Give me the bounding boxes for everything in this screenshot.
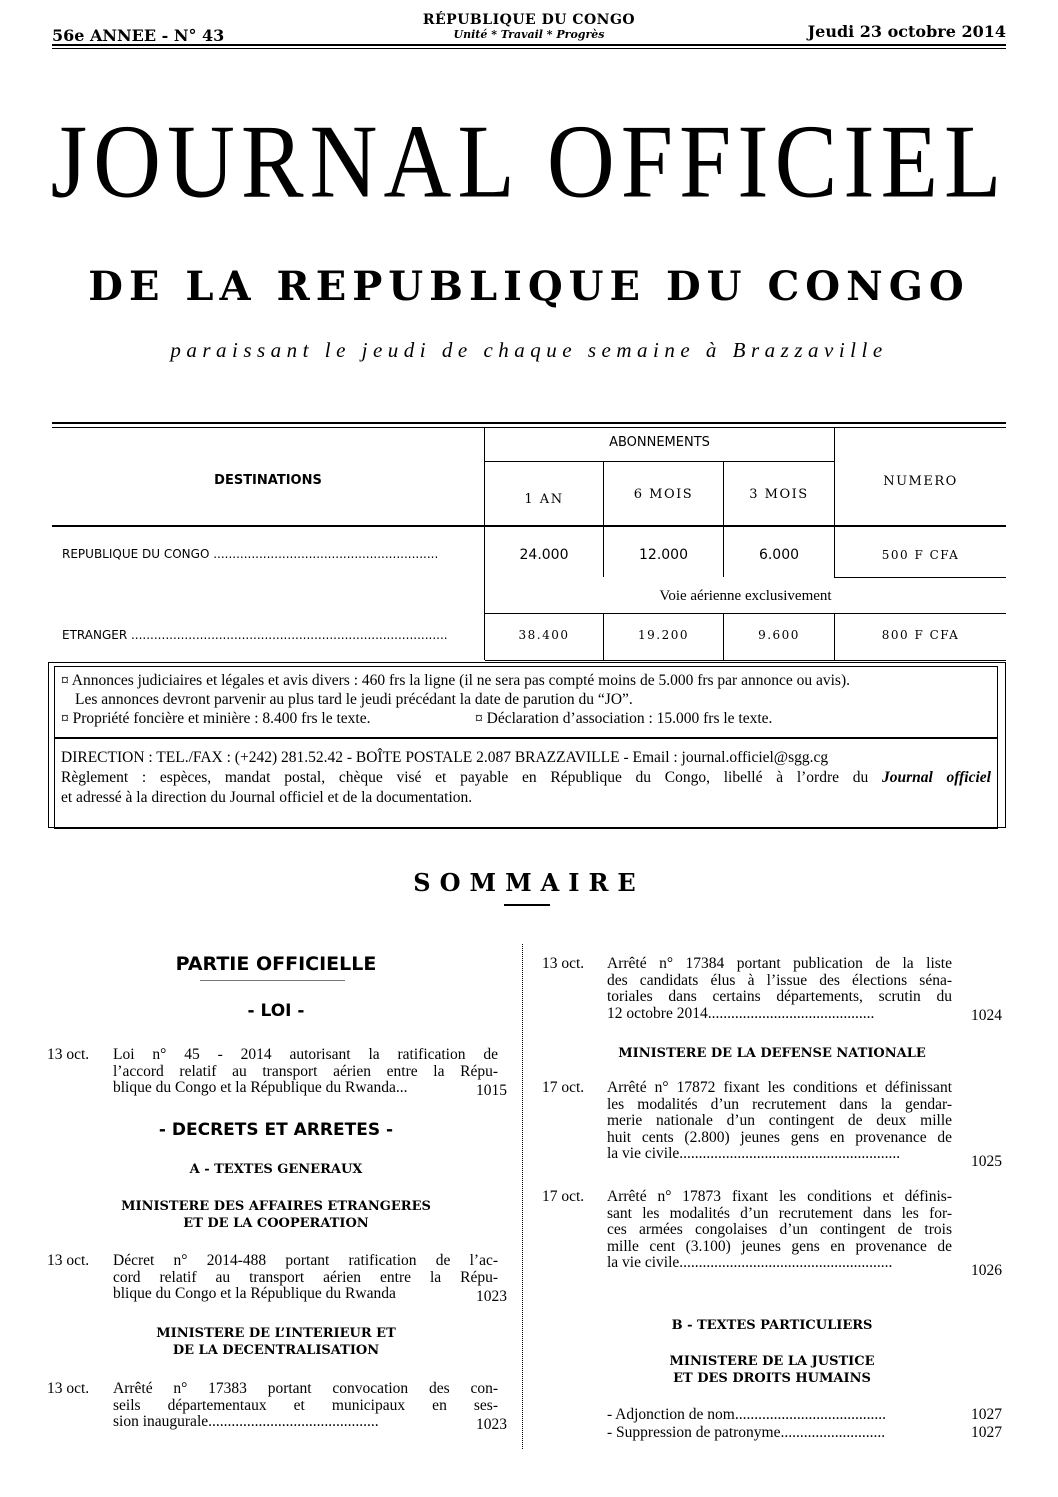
entry-line: Arrêté n° 17384 portant publication de la liste (607, 955, 952, 972)
destination-congo: REPUBLIQUE DU CONGO ........................................................... (62, 547, 439, 561)
entry-text (607, 956, 952, 1022)
direction-contact: DIRECTION : TEL./FAX : (+242) 281.52.42 - BOÎTE POSTALE 2.087 BRAZZAVILLE - Email : journal.officiel@sgg.cg (61, 749, 829, 766)
header-rule (52, 44, 1006, 46)
entry-line: cord relatif au transport aérien entre la Répu- (113, 1268, 498, 1286)
entry-line: des candidats élus à l’issue des élections séna- (607, 971, 952, 989)
issue-number: 56e ANNEE - N° 43 (52, 26, 225, 45)
period-3-mois: 3 MOIS (749, 487, 809, 502)
entry-page: 1023 (476, 1416, 507, 1433)
entry-line: huit cents (2.800) jeunes gens en provenance de (607, 1128, 952, 1146)
entry-arrete-17383 (47, 1381, 507, 1437)
air-note: Voie aérienne exclusivement (659, 588, 832, 604)
ministry-defense: MINISTERE DE LA DEFENSE NATIONALE (618, 1046, 926, 1061)
loi-title: - LOI - (247, 1001, 305, 1021)
entry-date: 13 oct. (47, 1380, 90, 1397)
entry-text (607, 1189, 952, 1272)
entry-decret-2014-488 (47, 1253, 507, 1309)
country-name: RÉPUBLIQUE DU CONGO (422, 12, 636, 28)
entry-date: 13 oct. (47, 1046, 90, 1063)
entry-page: 1023 (476, 1288, 507, 1305)
ministry-line: MINISTERE DE LA JUSTICE (669, 1354, 875, 1369)
notice-box (54, 666, 998, 738)
table-top-rule (52, 422, 1006, 424)
period-1-an: 1 AN (524, 492, 564, 507)
entry-line: sion inaugurale............................................ (113, 1413, 379, 1430)
entry-text (607, 1080, 952, 1163)
entry-line: l’accord relatif au transport aérien entre la Répu- (113, 1062, 498, 1080)
col-divider-1 (484, 427, 485, 660)
entry-line: merie nationale d’un contingent de deux mille (607, 1112, 952, 1129)
ministry-interieur (52, 1325, 500, 1359)
price-etranger-6mois: 19.200 (638, 628, 689, 642)
entry-page: 1026 (971, 1262, 1002, 1279)
entry-page: 1027 (971, 1424, 1002, 1441)
entry-page: 1015 (476, 1082, 507, 1099)
entry-adjonction-nom (607, 1407, 1002, 1424)
item-label: - Suppression de patronyme........................... (607, 1424, 886, 1441)
entry-date: 13 oct. (542, 955, 585, 972)
entry-line: Décret n° 2014-488 portant ratification de l’ac- (113, 1252, 498, 1269)
ministry-justice (542, 1353, 1002, 1387)
entry-date: 17 oct. (542, 1079, 585, 1096)
entry-line: ces armées congolaises d’un contingent de trois (607, 1221, 952, 1238)
table-top-rule-thin (52, 427, 1006, 428)
numero-divider (834, 577, 1006, 578)
entry-loi-45 (47, 1047, 507, 1103)
numero-congo: 500 F CFA (881, 548, 960, 562)
entry-page: 1025 (971, 1153, 1002, 1170)
direction-adresse: et adressé à la direction du Journal officiel et de la documentation. (61, 789, 473, 806)
entry-line: Arrêté n° 17383 portant convocation des con- (113, 1380, 498, 1397)
notice-declaration: ¤ Déclaration d’association : 15.000 frs le texte. (475, 710, 773, 727)
entry-line: la vie civile....................................................... (607, 1254, 893, 1271)
issue-date: Jeudi 23 octobre 2014 (807, 22, 1006, 41)
entry-date: 13 oct. (47, 1252, 90, 1269)
numero-header: NUMERO (883, 474, 958, 489)
entry-line: seils départementaux et municipaux en ses- (113, 1396, 498, 1414)
entry-line: toriales dans certains départements, scrutin du (607, 988, 952, 1005)
entry-line: mille cent (3.100) jeunes gens en provenance de (607, 1237, 952, 1255)
ministry-affaires-etrangeres (52, 1198, 500, 1232)
price-congo-6mois: 12.000 (639, 547, 688, 563)
entry-suppression-patronyme (607, 1425, 1002, 1442)
entry-line: Loi n° 45 - 2014 autorisant la ratification de (113, 1046, 498, 1063)
ministry-line: MINISTERE DES AFFAIRES ETRANGERES (121, 1199, 431, 1214)
notice-line-annonces: ¤ Annonces judiciaires et légales et avis divers : 460 frs la ligne (il ne sera pas compté moins de 5.000 frs par annonce ou avis). (61, 672, 850, 689)
sommaire-title: SOMMAIRE (413, 868, 645, 897)
decrets-title: - DECRETS ET ARRETES - (158, 1120, 394, 1140)
item-label: - Adjonction de nom....................................... (607, 1406, 886, 1423)
direction-reglement-text: Règlement : espèces, mandat postal, chèque visé et payable en République du Congo, libellé à l’ordre du (61, 769, 882, 786)
entry-arrete-17872 (542, 1080, 1002, 1170)
entry-page: 1027 (971, 1406, 1002, 1423)
notice-propriete: ¤ Propriété foncière et minière : 8.400 frs le texte. (61, 710, 371, 727)
table-head-rule (52, 525, 1006, 527)
entry-page: 1024 (971, 1007, 1002, 1024)
entry-text (113, 1047, 498, 1097)
national-motto: Unité * Travail * Progrès (453, 28, 605, 41)
partie-rule (200, 980, 345, 981)
masthead-subtitle: DE LA REPUBLIQUE DU CONGO (88, 263, 970, 310)
entry-line: 12 octobre 2014........................................... (607, 1004, 875, 1022)
table-bottom-rule (485, 660, 1006, 661)
table-sub-rule (485, 461, 834, 462)
abonnements-header: ABONNEMENTS (609, 435, 710, 450)
entry-line: les modalités d’un recrutement dans la gendar- (607, 1095, 952, 1113)
air-note-rule (485, 613, 1006, 614)
destinations-header: DESTINATIONS (214, 473, 322, 488)
price-etranger-1an: 38.400 (518, 628, 570, 642)
entry-arrete-17873 (542, 1189, 1002, 1279)
sommaire-rule (504, 904, 550, 906)
direction-box (54, 738, 998, 829)
header-rule-thin (52, 48, 1006, 49)
notice-line-tarifs (61, 709, 991, 728)
masthead-title: JOURNAL OFFICIEL (50, 103, 1008, 221)
partie-officielle-title: PARTIE OFFICIELLE (175, 953, 377, 975)
ministry-line: ET DES DROITS HUMAINS (673, 1371, 871, 1386)
entry-text (113, 1253, 498, 1303)
entry-line: blique du Congo et la République du Rwanda... (113, 1079, 408, 1096)
ministry-line: DE LA DECENTRALISATION (172, 1343, 380, 1358)
textes-generaux-title: A - TEXTES GENERAUX (189, 1162, 363, 1177)
period-6-mois: 6 MOIS (633, 487, 694, 502)
price-congo-3mois: 6.000 (758, 547, 800, 563)
ministry-line: MINISTERE DE L’INTERIEUR ET (156, 1326, 396, 1341)
entry-line: la vie civile......................................................... (607, 1145, 901, 1162)
entry-date: 17 oct. (542, 1188, 585, 1205)
textes-particuliers-title: B - TEXTES PARTICULIERS (671, 1318, 873, 1333)
price-etranger-3mois: 9.600 (758, 628, 800, 642)
destination-etranger: ETRANGER ................................................................................... (62, 628, 448, 642)
entry-line: Arrêté n° 17873 fixant les conditions et définis- (607, 1188, 952, 1205)
masthead-tagline: paraissant le jeudi de chaque semaine à Brazzaville (170, 338, 888, 362)
notice-line-delai: Les annonces devront parvenir au plus tard le jeudi précédant la date de parution du “JO”. (75, 691, 633, 708)
entry-arrete-17384 (542, 956, 1002, 1028)
entry-line: blique du Congo et la République du Rwanda (113, 1285, 396, 1302)
direction-journal-name: Journal officiel (881, 769, 991, 786)
entry-line: sant les modalités d’un recrutement dans les for- (607, 1204, 952, 1222)
ministry-line: ET DE LA COOPERATION (183, 1216, 369, 1231)
numero-etranger: 800 F CFA (881, 628, 960, 642)
price-congo-1an: 24.000 (519, 547, 569, 563)
entry-text (113, 1381, 498, 1431)
direction-reglement (61, 768, 991, 788)
entry-line: Arrêté n° 17872 fixant les conditions et définissant (607, 1079, 952, 1096)
column-divider (522, 944, 523, 1449)
